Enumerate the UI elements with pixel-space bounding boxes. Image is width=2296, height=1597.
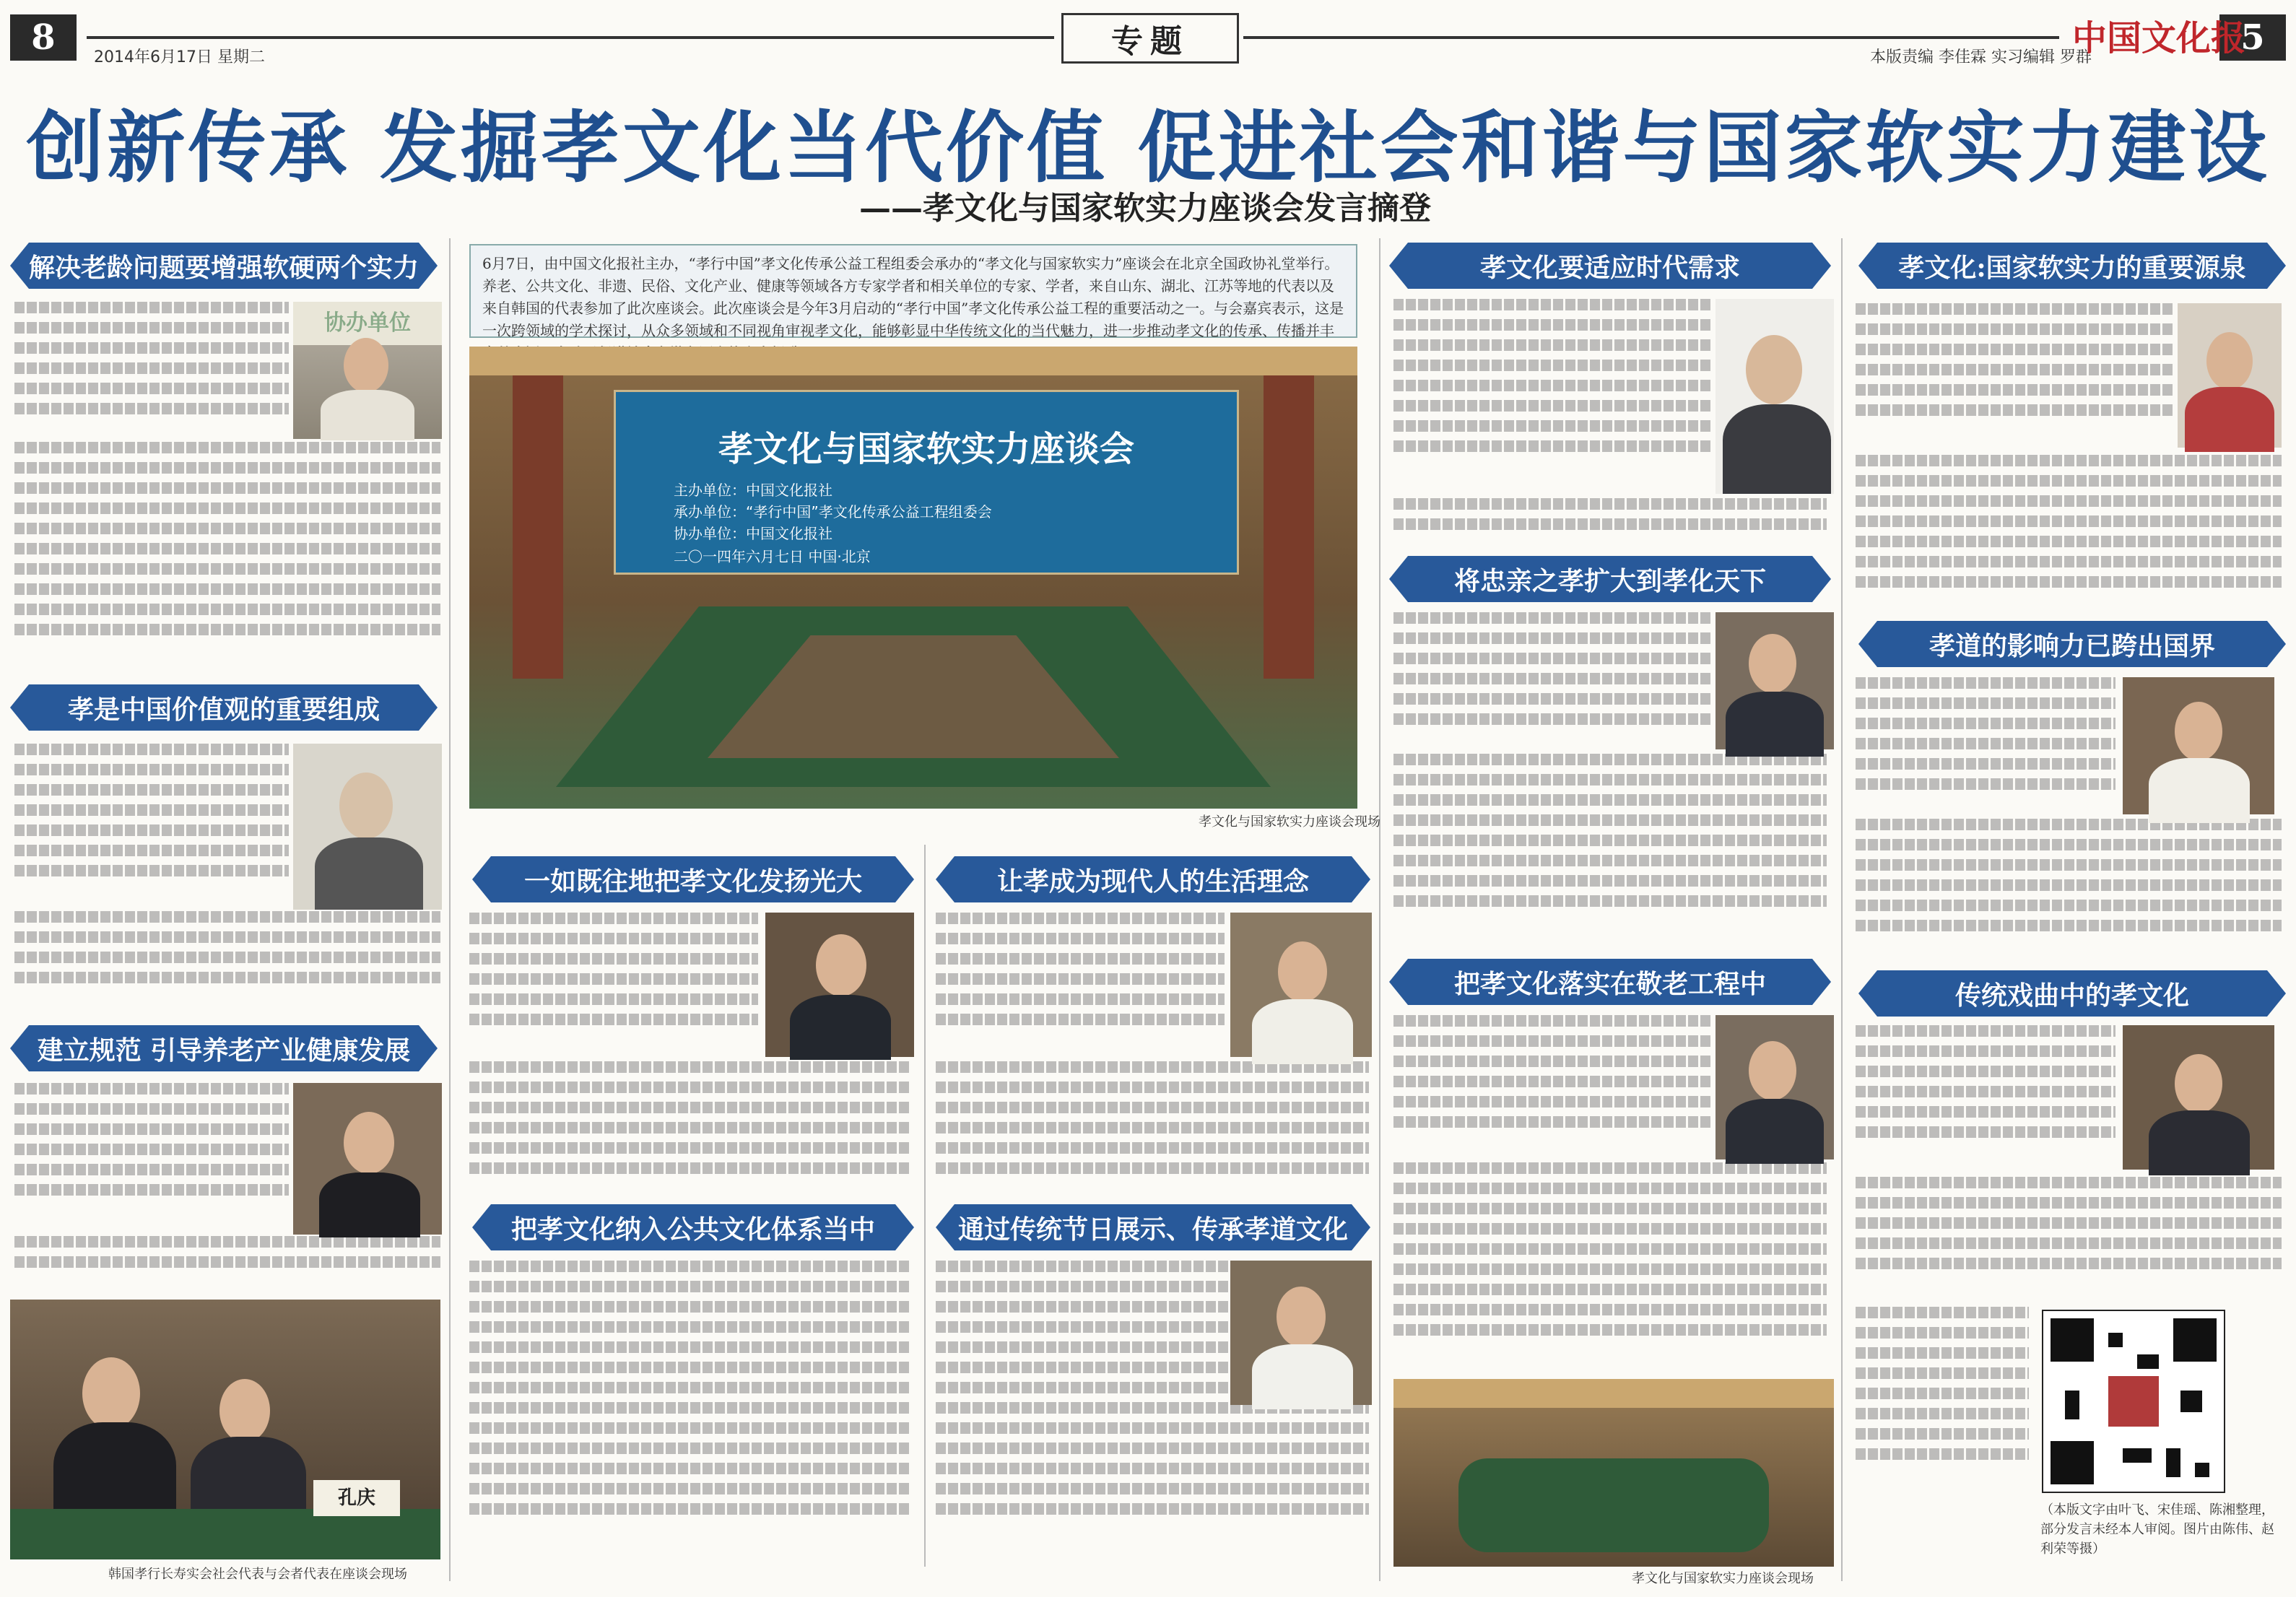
sub-headline: ——孝文化与国家软实力座谈会发言摘登 [859,190,1431,227]
backdrop-host: 主办单位：中国文化报社 [674,482,832,499]
intro-summary: 6月7日，由中国文化报社主办，“孝行中国”孝文化传承公益工程组委会承办的“孝文化与国家软实力”座谈会在北京全国政协礼堂举行。养老、公共文化、非遗、民俗、文化产业、健康等领域各方专家学者和相关单位的专家、学者，来自山东、湖北、江苏等地的代表以及来自韩国的代表参加了此次座谈会。此次座谈会是今年3月启动的“孝行中国”孝文化传承公益工程的重要活动之一。与会嘉宾表示，这是一次跨领域的学术探讨，从众多领域和不同视角审视孝文化，能够彰显中华传统文化的当代魅力，进一步推动孝文化的传承、传播并丰 [469,244,1357,338]
bottom-right-photo [1393,1379,1834,1567]
article-body [1856,455,2282,614]
event-backdrop-banner [614,390,1239,575]
banner-respect-elderly: 把孝文化落实在敬老工程中 [1408,959,1812,1005]
article-body [14,302,289,439]
banner-era-needs: 孝文化要适应时代需求 [1408,243,1812,289]
article-body [1393,498,1827,549]
speaker-portrait [293,1083,442,1235]
speaker-portrait [1230,1261,1372,1405]
backdrop-title: 孝文化与国家软实力座谈会 [718,429,1134,469]
speaker-portrait [2123,677,2274,814]
article-body [14,1083,289,1235]
backdrop-co-host: 协办单位：中国文化报社 [674,525,832,542]
credit-note: （本版文字由叶飞、宋佳瑶、陈湘整理，部分发言未经本人审阅。图片由陈伟、赵利荣等摄） [2040,1502,2274,1557]
bottom-right-caption: 孝文化与国家软实力座谈会现场 [1632,1571,1814,1586]
banner-aging-problem: 解决老龄问题要增强软硬两个实力 [29,243,419,289]
article-body [1393,612,1711,749]
backdrop-text: 协办单位 [293,302,442,345]
article-body [936,913,1225,1057]
article-body [1393,299,1711,494]
banner-core-values: 孝是中国价值观的重要组成 [29,684,419,731]
main-photo-caption: 孝文化与国家软实力座谈会现场 [1199,814,1380,830]
article-body [469,1061,910,1198]
article-body [1856,1177,2282,1300]
speaker-portrait [1716,612,1834,749]
bottom-left-caption: 韩国孝行长寿实会社会代表与会者代表在座谈会现场 [108,1567,407,1582]
article-body [469,1261,910,1564]
article-body [1856,677,2115,814]
bottom-left-photo [10,1300,440,1559]
newspaper-logo: 中国文化报 [2072,18,2246,58]
banner-carry-forward: 一如既往地把孝文化发扬光大 [491,856,895,902]
section-label: 专题 [1061,13,1239,64]
column-divider [1841,238,1843,1581]
speaker-portrait [293,744,442,910]
backdrop-organizer: 承办单位：“孝行中国”孝文化传承公益工程组委会 [674,503,992,521]
article-body [1856,819,2282,963]
main-conference-photo [469,347,1357,809]
page-number-right: 5 [2219,14,2286,61]
article-body [1393,754,1827,949]
article-body [14,1236,440,1287]
article-body [1856,303,2173,448]
banner-soft-power-source: 孝文化:国家软实力的重要源泉 [1877,243,2267,289]
backdrop-date: 二〇一四年六月七日 中国·北京 [674,548,871,565]
article-body [1856,1307,2029,1509]
speaker-portrait [1716,1015,1834,1159]
banner-public-culture: 把孝文化纳入公共文化体系当中 [491,1204,895,1250]
column-divider [1379,238,1380,1581]
banner-elderly-industry: 建立规范 引导养老产业健康发展 [29,1025,419,1071]
header-rule-left [87,36,1054,39]
banner-loyalty: 将忠亲之孝扩大到孝化天下 [1408,556,1812,602]
banner-life-concept: 让孝成为现代人的生活理念 [955,856,1352,902]
article-body [14,744,289,910]
article-body [1856,1025,2115,1170]
main-headline: 创新传承 发掘孝文化当代价值 促进社会和谐与国家软实力建设 [26,103,2270,193]
banner-beyond-borders: 孝道的影响力已跨出国界 [1877,621,2267,667]
speaker-portrait [765,913,914,1057]
header-rule-right [1243,36,2059,39]
nameplate: 孔庆 [313,1480,400,1516]
article-body [1393,1015,1711,1159]
issue-date: 2014年6月17日 星期二 [94,48,265,66]
speaker-portrait [2123,1025,2274,1170]
article-body [14,442,440,673]
speaker-portrait [293,302,442,439]
banner-festivals: 通过传统节日展示、传承孝道文化 [955,1204,1352,1250]
banner-opera: 传统戏曲中的孝文化 [1877,970,2267,1017]
column-divider [924,845,926,1567]
speaker-portrait [1230,913,1372,1057]
qr-code[interactable] [2042,1310,2225,1493]
article-body [469,913,758,1057]
article-body [936,1061,1369,1198]
article-body [14,911,440,1012]
article-body [1393,1162,1827,1372]
speaker-portrait [2178,303,2282,448]
column-divider [449,238,451,1581]
page-number-left: 8 [10,14,77,61]
speaker-portrait [1716,299,1834,494]
editor-line: 本版责编 李佳霖 实习编辑 罗群 [1870,48,2092,66]
